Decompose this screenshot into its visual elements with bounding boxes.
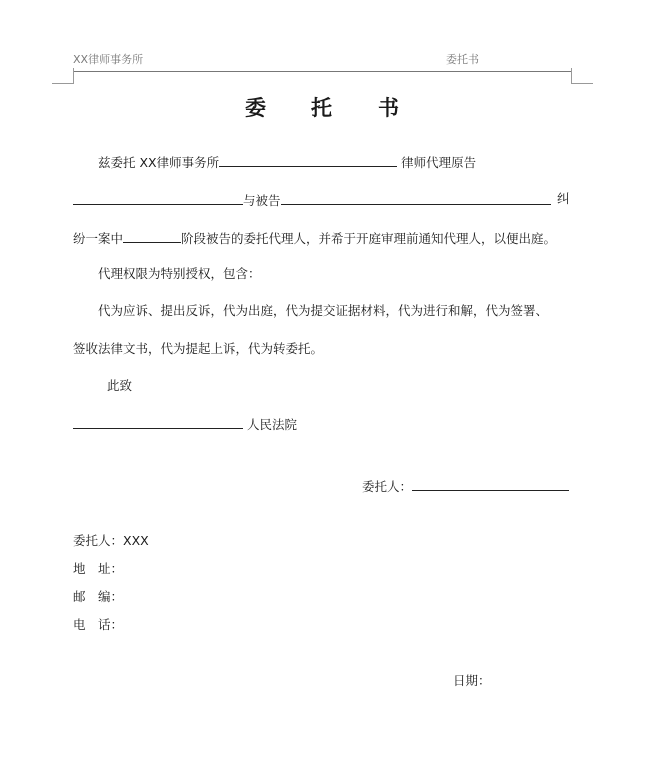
header-rule xyxy=(73,71,571,72)
court-name-blank[interactable] xyxy=(73,416,243,429)
postcode-label: 邮 编： xyxy=(73,589,124,604)
represent-plaintiff-text: 律师代理原告 xyxy=(401,155,477,170)
stage-agent-text: 阶段被告的委托代理人，并希于开庭审理前通知代理人，以便出庭。 xyxy=(181,231,557,246)
authority-items-line-1: 代为应诉、提出反诉，代为出庭，代为提交证据材料，代为进行和解，代为签署、 xyxy=(98,303,549,318)
title-char-3: 书 xyxy=(378,95,399,120)
case-text: 纷一案中 xyxy=(73,231,124,246)
entrust-firm-text: 兹委托 XX律师事务所 xyxy=(98,155,220,170)
paragraph-line-3 xyxy=(73,230,556,246)
line-2-end-char: 纠 xyxy=(557,191,570,206)
principal-signature-blank[interactable] xyxy=(412,478,569,491)
crop-mark-left-v xyxy=(73,68,74,84)
crop-mark-right-h xyxy=(571,83,593,84)
authority-items-line-2: 签收法律文书，代为提起上诉，代为转委托。 xyxy=(73,341,324,356)
address-label: 地 址： xyxy=(73,561,124,576)
header-firm-name: XX律师事务所 xyxy=(73,53,144,66)
date-label: 日期： xyxy=(453,673,491,688)
court-line xyxy=(73,416,297,432)
lawyer-name-blank[interactable] xyxy=(219,154,397,167)
and-defendant-text: 与被告 xyxy=(243,193,281,208)
title-char-2: 托 xyxy=(311,95,332,120)
crop-mark-left-h xyxy=(52,83,73,84)
defendant-name-blank[interactable] xyxy=(281,192,551,205)
paragraph-line-1 xyxy=(98,154,476,170)
header-doc-title: 委托书 xyxy=(446,53,479,66)
plaintiff-name-blank[interactable] xyxy=(73,192,243,205)
principal-signature-label: 委托人： xyxy=(362,479,413,494)
paragraph-line-2 xyxy=(73,192,551,208)
principal-signature-line xyxy=(362,478,569,494)
document-title xyxy=(245,92,405,118)
salutation-text: 此致 xyxy=(107,378,133,393)
stage-blank[interactable] xyxy=(123,230,181,243)
title-char-1: 委 xyxy=(245,95,266,120)
authority-scope-text: 代理权限为特别授权，包含： xyxy=(98,266,261,281)
court-text: 人民法院 xyxy=(246,417,297,432)
crop-mark-right-v xyxy=(571,68,572,84)
principal-name: 委托人：XXX xyxy=(73,533,149,548)
phone-label: 电 话： xyxy=(73,617,124,632)
